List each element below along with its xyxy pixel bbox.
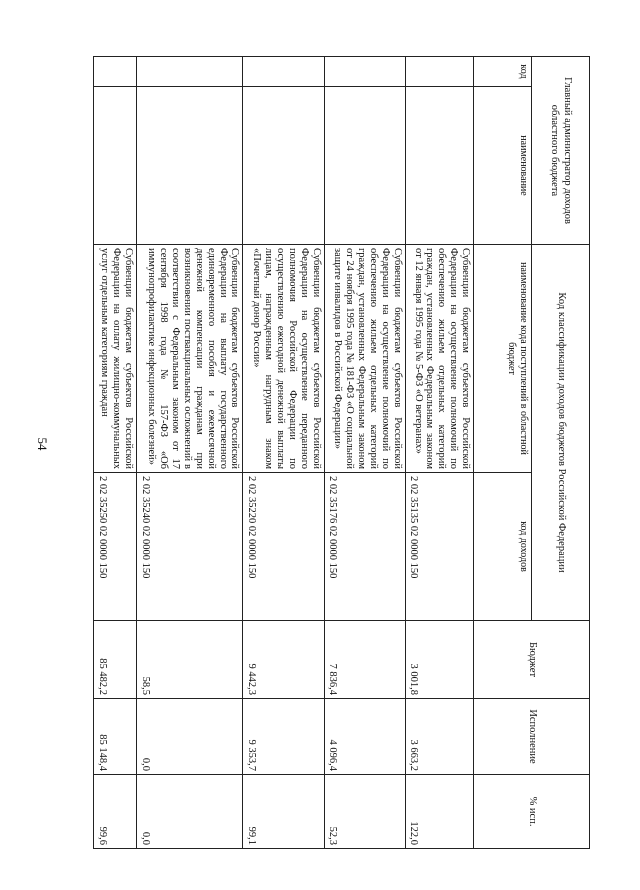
admin-name-cell bbox=[243, 87, 324, 245]
budget-cell: 58,5 bbox=[137, 621, 243, 699]
budget-cell: 7 836,4 bbox=[324, 621, 405, 699]
revenue-code-cell: 2 02 35135 02 0000 150 bbox=[405, 473, 473, 621]
percent-cell: 122,0 bbox=[405, 775, 473, 849]
admin-code-cell bbox=[405, 57, 473, 87]
percent-cell: 99,6 bbox=[94, 775, 137, 849]
budget-header: Бюджет bbox=[474, 621, 590, 699]
admin-name-cell bbox=[324, 87, 405, 245]
classification-header: Код классификации доходов бюджетов Российской Федерации bbox=[532, 245, 590, 621]
revenue-name-cell: Субвенции бюджетам субъектов Российской Федерации на оплату жилищно-коммунальных услуг отдельным категориям граждан bbox=[94, 245, 137, 473]
execution-cell: 3 663,2 bbox=[405, 699, 473, 775]
table-row bbox=[405, 57, 473, 849]
admin-name-cell bbox=[405, 87, 473, 245]
revenue-name-cell: Субвенции бюджетам субъектов Российской Федерации на выплату государственного единовременного пособия и ежемесячной денежной компенсации гражданам при возникновении поствакцинальных осложнений в соответствии с Федеральным законом от 17 сентября 1998 года № 157-ФЗ «Об иммунопрофилактике инфекционных болезней» bbox=[137, 245, 243, 473]
table-row bbox=[324, 57, 405, 849]
percent-cell: 52,3 bbox=[324, 775, 405, 849]
table-row bbox=[94, 57, 137, 849]
budget-cell: 9 442,3 bbox=[243, 621, 324, 699]
execution-cell: 9 353,7 bbox=[243, 699, 324, 775]
revenue-code-header: код доходов bbox=[474, 473, 532, 621]
admin-code-cell bbox=[137, 57, 243, 87]
percent-header: % исп. bbox=[474, 775, 590, 849]
budget-cell: 3 001,8 bbox=[405, 621, 473, 699]
revenue-name-cell: Субвенции бюджетам субъектов Российской Федерации на осуществление полномочий по обеспечению жильем отдельных категорий граждан, установленных Федеральным законом от 12 января 1995 года № 5-ФЗ «О ветеранах» bbox=[405, 245, 473, 473]
table-row bbox=[243, 57, 324, 849]
execution-header: Исполнение bbox=[474, 699, 590, 775]
revenue-code-cell: 2 02 35240 02 0000 150 bbox=[137, 473, 243, 621]
percent-cell: 99,1 bbox=[243, 775, 324, 849]
admin-code-header: код bbox=[474, 57, 532, 87]
admin-code-cell bbox=[324, 57, 405, 87]
execution-cell: 85 148,4 bbox=[94, 699, 137, 775]
revenue-table bbox=[93, 56, 590, 849]
revenue-name-cell: Субвенции бюджетам субъектов Российской Федерации на осуществление переданного полномочия Российской Федерации по осуществлению ежегодной денежной выплаты лицам, награжденным нагрудным знаком «Почетный донор России» bbox=[243, 245, 324, 473]
page-number: 54 bbox=[35, 437, 50, 451]
rotated-table-container bbox=[93, 56, 590, 848]
revenue-code-cell: 2 02 35220 02 0000 150 bbox=[243, 473, 324, 621]
revenue-code-cell: 2 02 35250 02 0000 150 bbox=[94, 473, 137, 621]
revenue-code-cell: 2 02 35176 02 0000 150 bbox=[324, 473, 405, 621]
revenue-name-cell: Субвенции бюджетам субъектов Российской Федерации на осуществление полномочий по обеспечению жильем отдельных категорий граждан, установленных Федеральным законом от 24 ноября 1995 года № 181-ФЗ «О социальной защите инвалидов в Российской Федерации» bbox=[324, 245, 405, 473]
table-row bbox=[137, 57, 243, 849]
percent-cell: 0,0 bbox=[137, 775, 243, 849]
admin-group-header: Главный администратор доходов областного бюджета bbox=[532, 57, 590, 245]
execution-cell: 4 096,4 bbox=[324, 699, 405, 775]
admin-name-cell bbox=[137, 87, 243, 245]
admin-code-cell bbox=[243, 57, 324, 87]
admin-name-cell bbox=[94, 87, 137, 245]
admin-name-header: наименование bbox=[474, 87, 532, 245]
execution-cell: 0,0 bbox=[137, 699, 243, 775]
admin-code-cell bbox=[94, 57, 137, 87]
revenue-name-header: наименование кода поступлений в областной бюджет bbox=[474, 245, 532, 473]
budget-cell: 85 482,2 bbox=[94, 621, 137, 699]
